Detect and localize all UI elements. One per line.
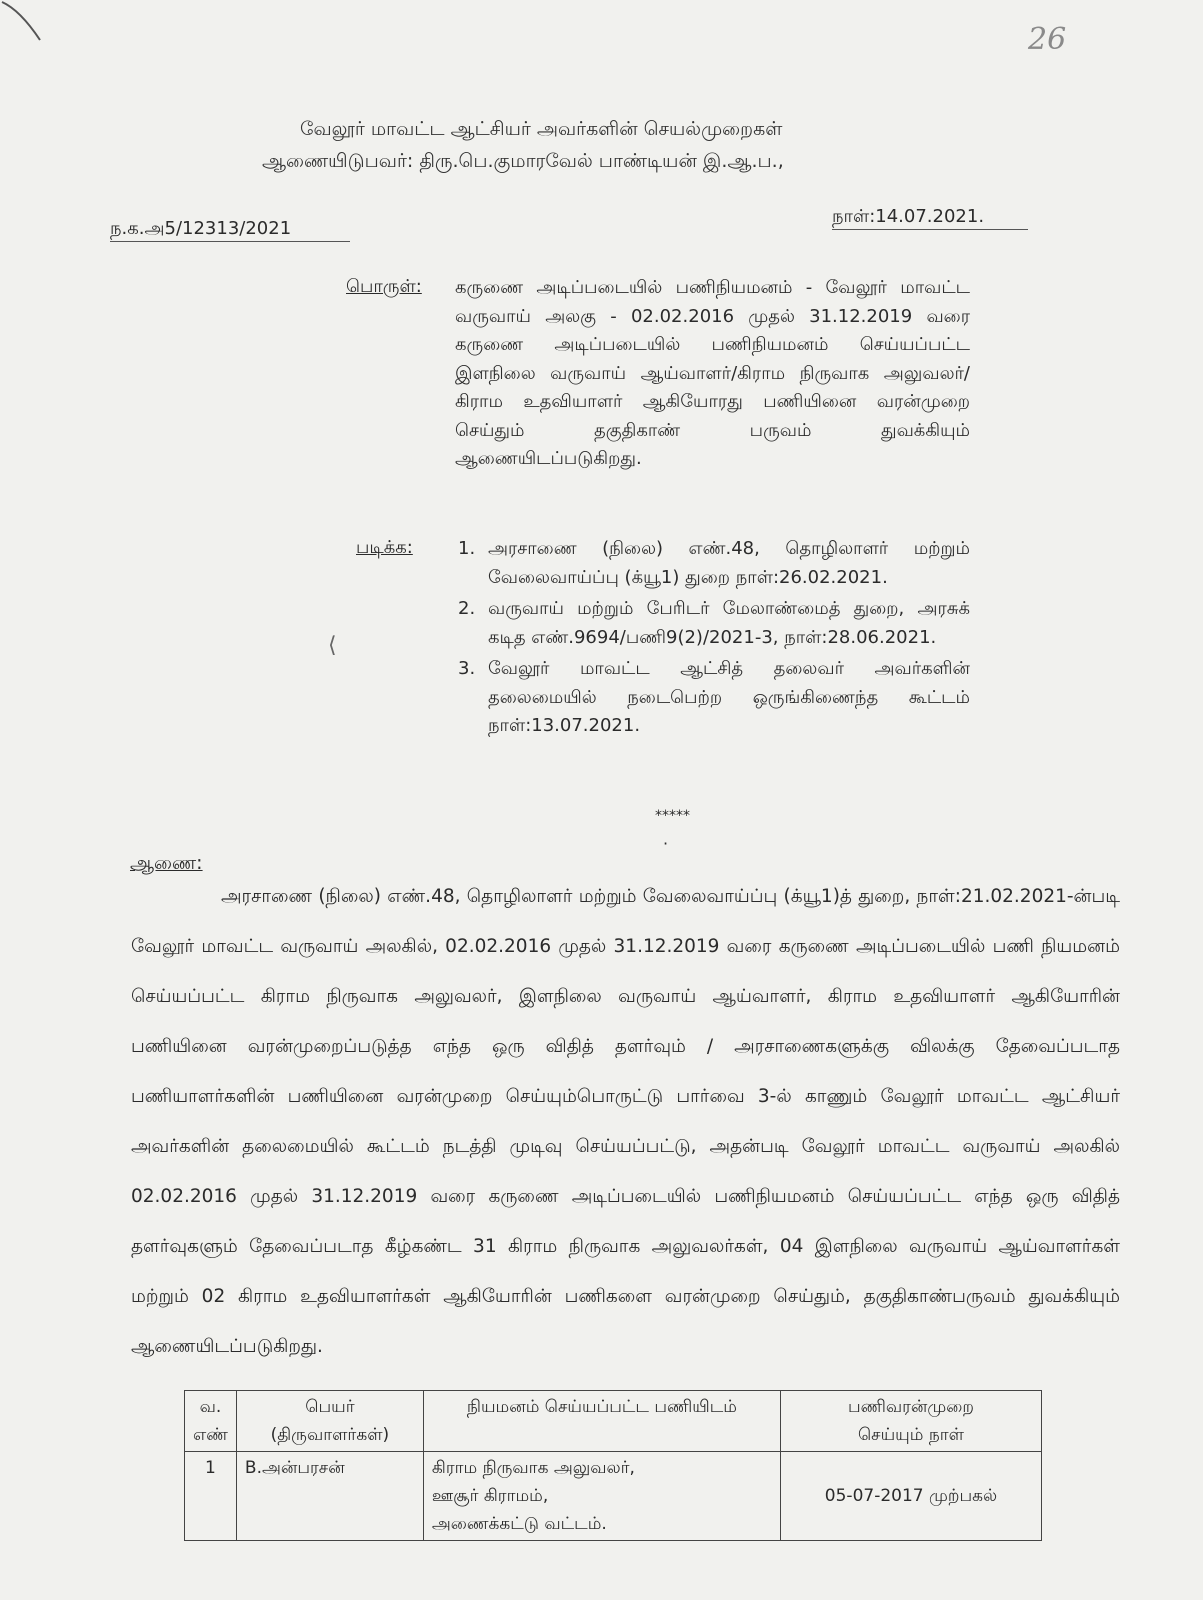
- header-date: [780, 1391, 1041, 1452]
- header-name-line2: (திருவாளர்கள்): [270, 1425, 390, 1445]
- table-header-row: [185, 1391, 1042, 1452]
- read-label: படிக்க:: [356, 537, 413, 558]
- cell-post: [423, 1452, 780, 1541]
- order-label: ஆணை:: [130, 852, 203, 874]
- staff-table: [184, 1390, 1042, 1541]
- header-post: [423, 1391, 780, 1452]
- subject-label: பொருள்:: [346, 276, 422, 297]
- header-name: [236, 1391, 423, 1452]
- header-date-line1: பணிவரன்முறை: [847, 1397, 974, 1417]
- read-item-text: வேலூர் மாவட்ட ஆட்சித் தலைவர் அவர்களின் தலைமையில் நடைபெற்ற ஒருங்கிணைந்த கூட்டம் நாள்:13.07.2021.: [488, 658, 970, 736]
- cell-post-line3: அணைக்கட்டு வட்டம்.: [431, 1514, 607, 1534]
- date-underline: [832, 229, 1028, 230]
- cell-serial: 1: [185, 1452, 237, 1541]
- header-date-line2: செய்யும் நாள்: [857, 1425, 964, 1445]
- cell-post-line1: கிராம நிருவாக அலுவலர்,: [431, 1458, 635, 1478]
- subject-text: கருணை அடிப்படையில் பணிநியமனம் - வேலூர் மாவட்ட வருவாய் அலகு - 02.02.2016 முதல் 31.12.2019 வரை கருணை அடிப்படையில் பணிநியமனம் செய்யப்பட்ட இளநிலை வருவாய் ஆய்வாளர்/கிராம நிருவாக அலுவலர்/கிராம உதவியாளர் ஆகியோரது பணியினை வரன்முறை செய்தும் தகுதிகாண் பருவம் துவக்கியும் ஆணையிடப்படுகிறது.: [455, 277, 970, 469]
- separator-dot: ·: [663, 834, 669, 853]
- read-item: [458, 535, 970, 592]
- reference-underline: [110, 241, 350, 242]
- section-separator: *****: [655, 808, 690, 824]
- order-date: நாள்:14.07.2021.: [832, 206, 985, 227]
- header-serial: [185, 1391, 237, 1452]
- read-item-number: 2.: [458, 598, 476, 619]
- header-title: வேலூர் மாவட்ட ஆட்சியர் அவர்களின் செயல்முறைகள்: [300, 118, 783, 140]
- read-item-text: அரசாணை (நிலை) எண்.48, தொழிலாளர் மற்றும் வேலைவாய்ப்பு (க்யூ1) துறை நாள்:26.02.2021.: [488, 538, 970, 588]
- header-serial-line2: எண்: [193, 1425, 228, 1445]
- header-name-line1: பெயர்: [305, 1397, 355, 1417]
- header-post-text: நியமனம் செய்யப்பட்ட பணியிடம்: [466, 1397, 737, 1417]
- page-number: 26: [1028, 22, 1067, 57]
- reference-number: ந.க.அ5/12313/2021: [110, 218, 292, 239]
- order-body: அரசாணை (நிலை) எண்.48, தொழிலாளர் மற்றும் வேலைவாய்ப்பு (க்யூ1)த் துறை, நாள்:21.02.2021-ன்படி வேலூர் மாவட்ட வருவாய் அலகில், 02.02.2016 முதல் 31.12.2019 வரை கருணை அடிப்படையில் பணி நியமனம் செய்யப்பட்ட கிராம நிருவாக அலுவலர், இளநிலை வருவாய் ஆய்வாளர், கிராம உதவியாளர் ஆகியோரின் பணியினை வரன்முறைப்படுத்த எந்த ஒரு விதித் தளர்வும் / அரசாணைகளுக்கு விலக்கு தேவைப்படாத பணியாளர்களின் பணியினை வரன்முறை செய்யும்பொருட்டு பார்வை 3-ல் காணும் வேலூர் மாவட்ட ஆட்சியர் அவர்களின் தலைமையில் கூட்டம் நடத்தி முடிவு செய்யப்பட்டு, அதன்படி வேலூர் மாவட்ட வருவாய் அலகில் 02.02.2016 முதல் 31.12.2019 வரை கருணை அடிப்படையில் பணிநியமனம் செய்யப்பட்ட எந்த ஒரு விதித் தளர்வுகளும் தேவைப்படாத கீழ்கண்ட 31 கிராம நிருவாக அலுவலர்கள், 04 இளநிலை வருவாய் ஆய்வாளர்கள் மற்றும் 02 கிராம உதவியாளர்கள் ஆகியோரின் பணிகளை வரன்முறை செய்தும், தகுதிகாண்பருவம் துவக்கியும் ஆணையிடப்படுகிறது.: [131, 886, 1120, 1357]
- read-item: [458, 655, 970, 741]
- scan-edge-mark: [0, 0, 60, 60]
- cell-post-line2: ஊசூர் கிராமம்,: [431, 1486, 549, 1506]
- read-item-number: 3.: [458, 658, 476, 679]
- table-row: [185, 1452, 1042, 1541]
- cell-regularization-date: 05-07-2017 முற்பகல்: [780, 1452, 1041, 1541]
- cell-name: B.அன்பரசன்: [236, 1452, 423, 1541]
- read-item-number: 1.: [458, 538, 476, 559]
- header-serial-line1: வ.: [199, 1397, 222, 1417]
- read-item: [458, 595, 970, 652]
- read-item-text: வருவாய் மற்றும் பேரிடர் மேலாண்மைத் துறை, அரசுக் கடித எண்.9694/பணி9(2)/2021-3, நாள்:28.06.2021.: [488, 598, 970, 648]
- read-references-list: [458, 535, 970, 744]
- margin-pen-mark: ⟨: [328, 633, 337, 658]
- header-issuer: ஆணையிடுபவர்: திரு.பெ.குமாரவேல் பாண்டியன் இ.ஆ.ப.,: [262, 150, 784, 172]
